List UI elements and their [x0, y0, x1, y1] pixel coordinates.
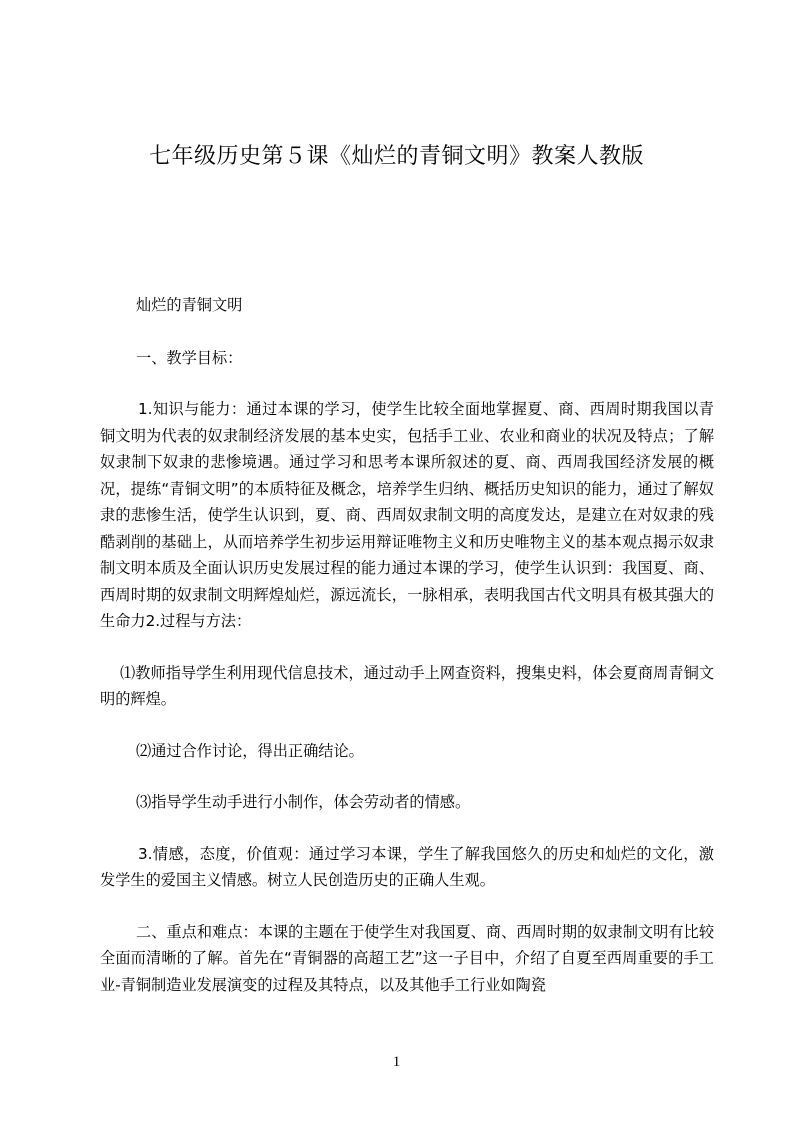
document-body — [100, 292, 714, 1023]
method-item-1: ⑴教师指导学生利用现代信息技术，通过动手上网查资料，搜集史料，体会夏商周青铜文明的辉煌。 — [100, 663, 714, 708]
objectives-heading: 一、教学目标： — [136, 348, 243, 367]
page-number: 1 — [392, 1054, 401, 1070]
method-item-3: ⑶指导学生动手进行小制作，体会劳动者的情感。 — [136, 793, 471, 811]
document-title: 七年级历史第５课《灿烂的青铜文明》教案人教版 — [148, 144, 644, 169]
lesson-subtitle: 灿烂的青铜文明 — [136, 296, 243, 314]
method-item-2: ⑵通过合作讨论，得出正确结论。 — [136, 741, 364, 760]
key-points-paragraph: 二、重点和难点：本课的主题在于使学生对我国夏、商、西周时期的奴隶制文明有比较全面而清晰的了解。首先在“青铜器的高超工艺”这一子目中，介绍了自夏至西周重要的手工业-青铜制造业发展演变的过程及其特点，以及其他手工行业如陶瓷 — [100, 922, 714, 994]
knowledge-ability-paragraph: 1.知识与能力：通过本课的学习，使学生比较全面地掌握夏、商、西周时期我国以青铜文明为代表的奴隶制经济发展的基本史实，包括手工业、农业和商业的状况及特点；了解奴隶制下奴隶的悲惨境遇。通过学习和思考本课所叙述的夏、商、西周我国经济发展的概况，提练“青铜文明”的本质特征及概念，培养学生归纳、概括历史知识的能力，通过了解奴隶的悲惨生活，使学生认识到，夏、商、西周奴隶制文明的高度发达，是建立在对奴隶的残酷剥削的基础上，从而培养学生初步运用辩证唯物主义和历史唯物主义的基本观点揭示奴隶制文明本质及全面认识历史发展过程的能力通过本课的学习，使学生认识到：我国夏、商、西周时期的奴隶制文明辉煌灿烂，源远流长，一脉相承，表明我国古代文明具有极其强大的生命力2.过程与方法： — [100, 400, 714, 630]
emotion-values-paragraph: 3.情感，态度，价值观：通过学习本课，学生了解我国悠久的历史和灿烂的文化，激发学生的爱国主义情感。树立人民创造历史的正确人生观。 — [100, 844, 714, 889]
